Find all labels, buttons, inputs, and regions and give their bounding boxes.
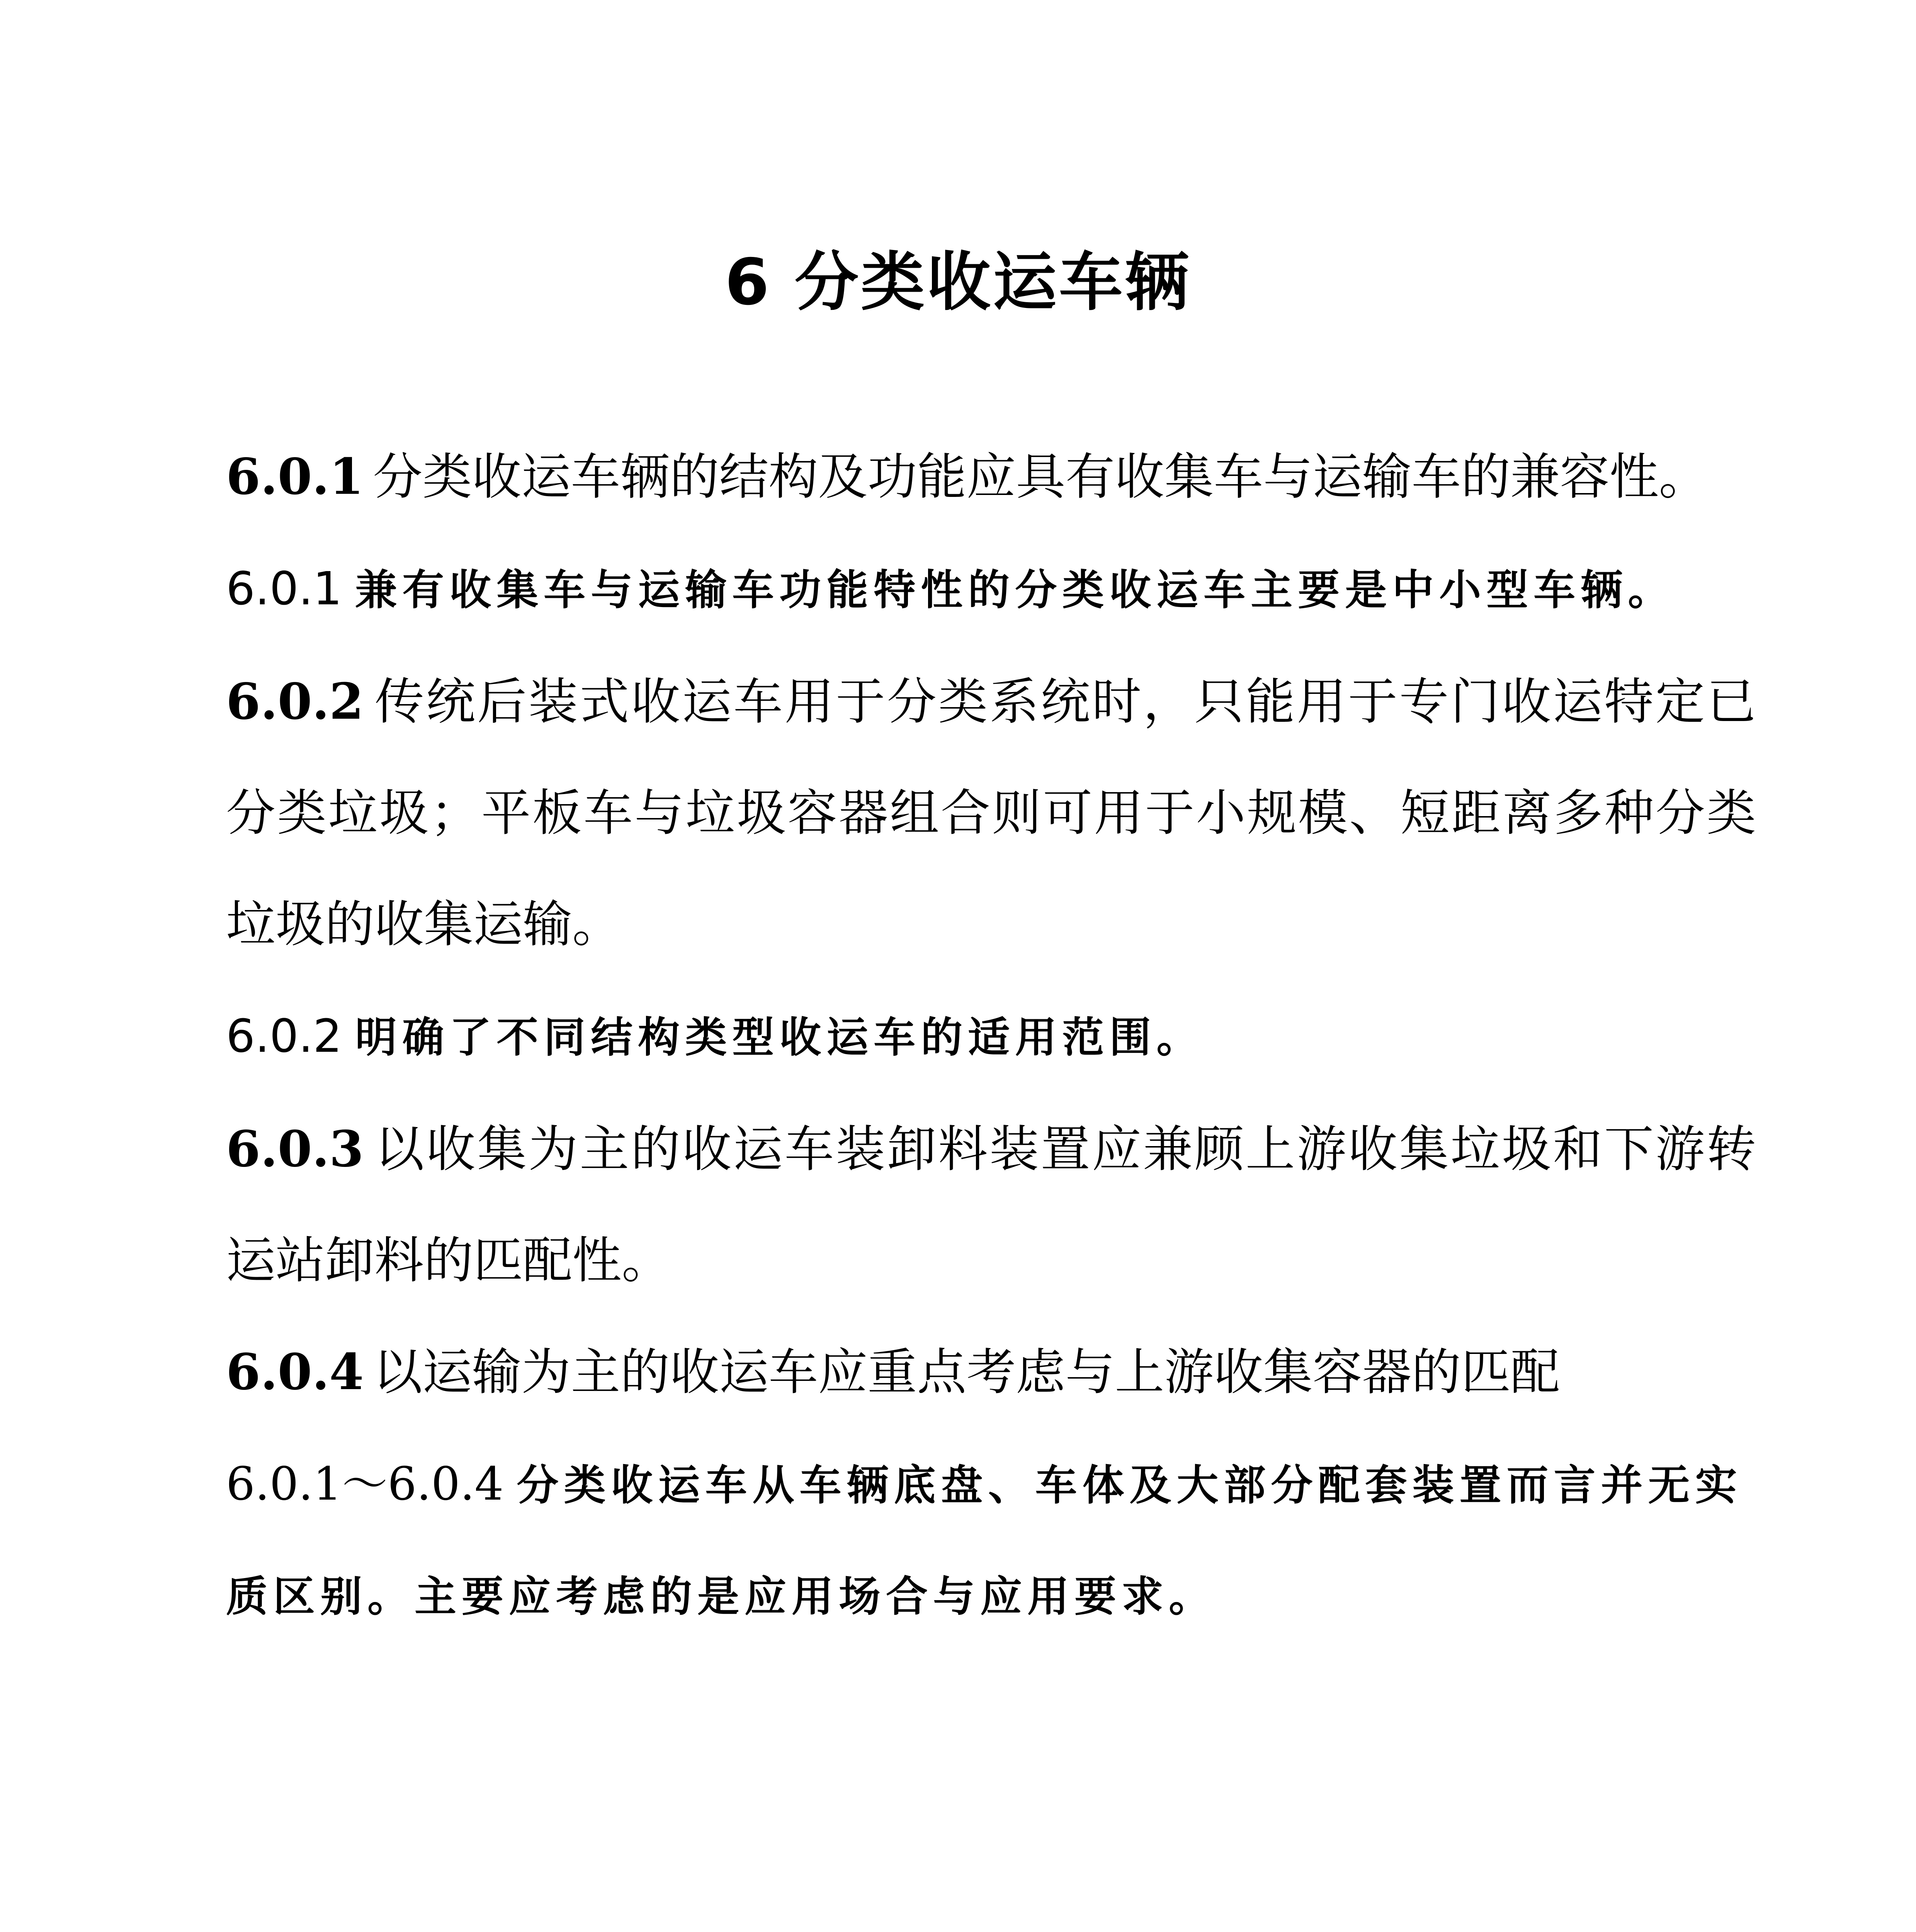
chapter-title-text: 分类收运车辆 <box>794 245 1191 319</box>
clause-code: 6.0.1 <box>226 448 364 506</box>
clause-6-0-3 <box>226 1094 1756 1316</box>
clause-code: 6.0.3 <box>226 1120 364 1178</box>
clause-text: 以收集为主的收运车装卸料装置应兼顾上游收集垃圾和下游转运站卸料的匹配性。 <box>226 1121 1756 1289</box>
note-text: 分类收运车从车辆底盘、车体及大部分配套装置而言并无实质区别。主要应考虑的是应用场合与应用要求。 <box>226 1461 1743 1621</box>
note-code: 6.0.2 <box>226 1009 342 1063</box>
chapter-number: 6 <box>725 245 772 319</box>
clause-text: 传统后装式收运车用于分类系统时，只能用于专门收运特定已分类垃圾；平板车与垃圾容器组合则可用于小规模、短距离多种分类垃圾的收集运输。 <box>226 673 1756 953</box>
clause-code: 6.0.2 <box>226 673 364 731</box>
clause-text: 以运输为主的收运车应重点考虑与上游收集容器的匹配 <box>373 1344 1560 1401</box>
clause-text: 分类收运车辆的结构及功能应具有收集车与运输车的兼容性。 <box>373 448 1709 506</box>
note-code: 6.0.1 <box>226 562 342 615</box>
clause-6-0-2 <box>226 646 1756 980</box>
document-body <box>226 421 1756 1653</box>
clause-code: 6.0.4 <box>226 1343 364 1401</box>
note-text: 兼有收集车与运输车功能特性的分类收运车主要是中小型车辆。 <box>355 566 1675 614</box>
note-6-0-1 <box>226 533 1756 646</box>
note-text: 明确了不同结构类型收运车的适用范围。 <box>355 1014 1204 1062</box>
clause-6-0-4 <box>226 1316 1756 1428</box>
chapter-title <box>0 240 1916 325</box>
note-code: 6.0.1～6.0.4 <box>226 1457 504 1510</box>
note-6-0-1-to-6-0-4 <box>226 1428 1756 1653</box>
clause-6-0-1 <box>226 421 1756 533</box>
note-6-0-2 <box>226 980 1756 1094</box>
